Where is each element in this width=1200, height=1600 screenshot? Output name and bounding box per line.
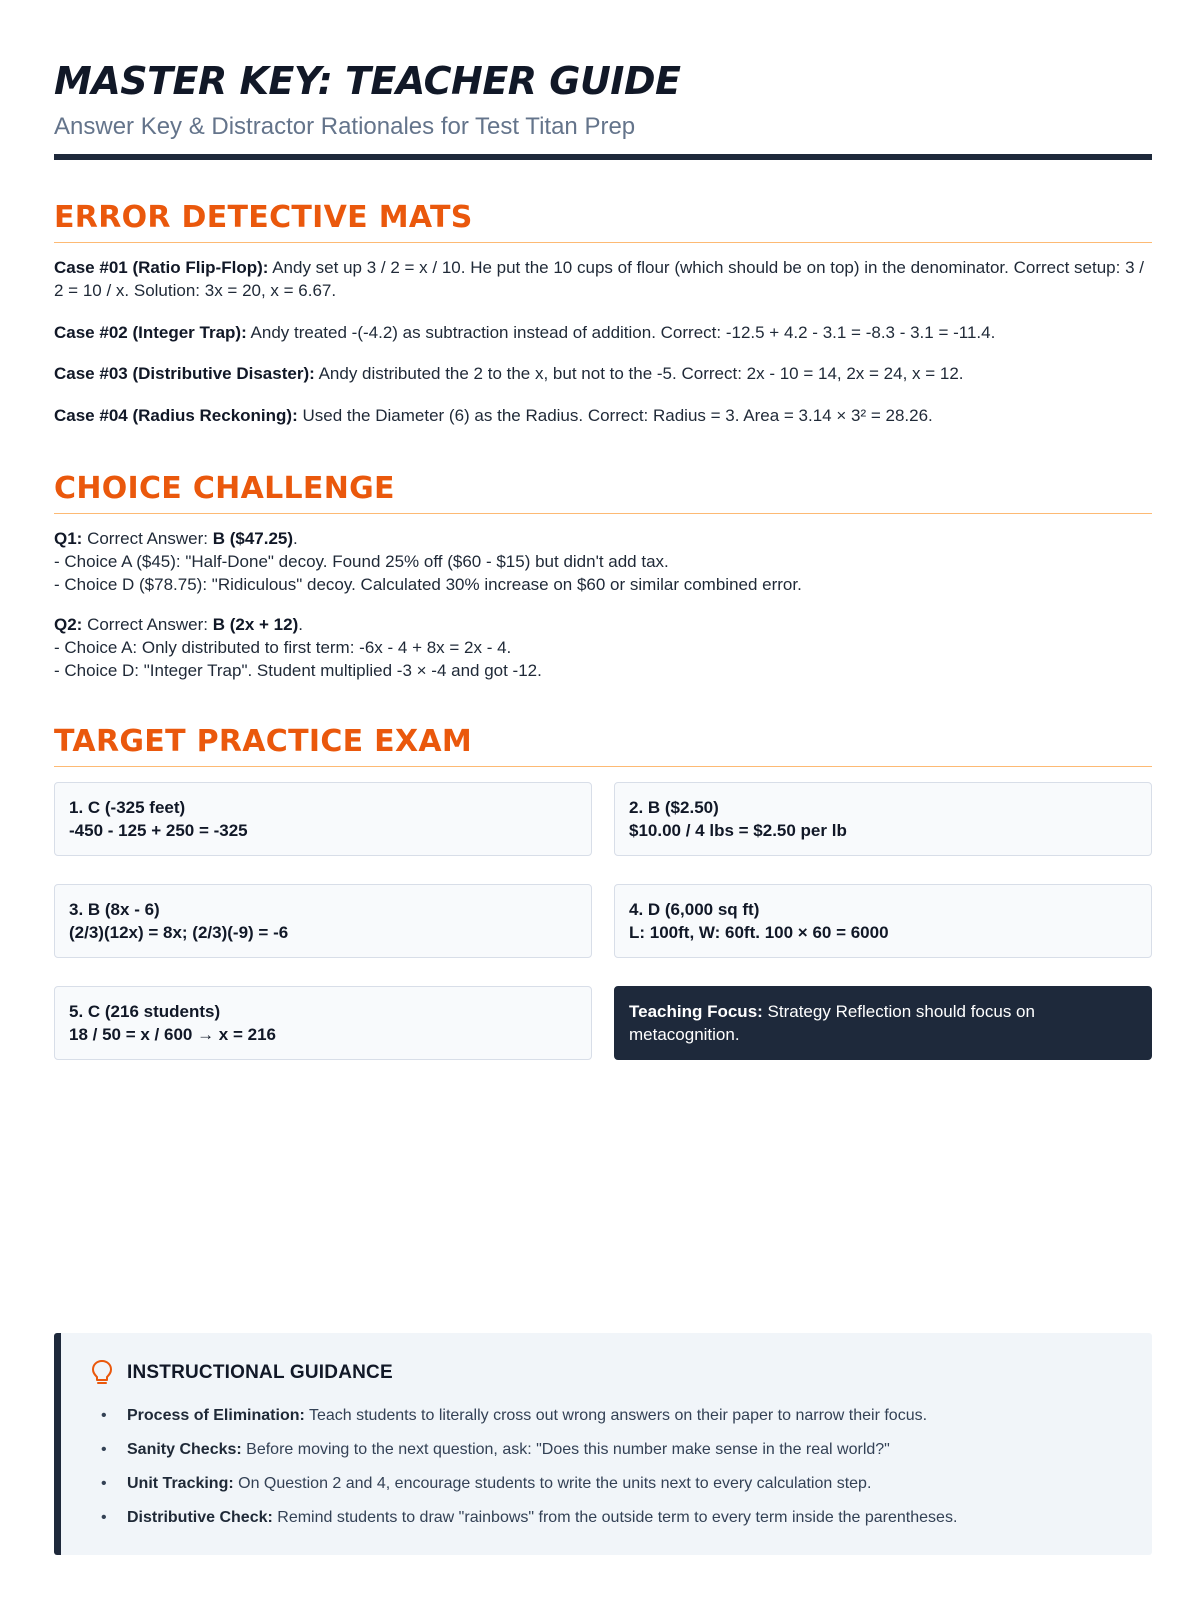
- answer-suffix: .: [298, 615, 303, 634]
- guidance-tips-list: [91, 1399, 1118, 1535]
- answer-prefix: Correct Answer:: [82, 615, 213, 634]
- answer-choice: 1. C (-325 feet): [69, 798, 186, 817]
- teaching-focus-label: Teaching Focus:: [629, 1002, 763, 1021]
- question-answer-line: [54, 527, 1152, 550]
- section-divider: [54, 766, 1152, 767]
- tip-label: Sanity Checks:: [127, 1441, 242, 1458]
- answer-work: -450 - 125 + 250 = -325: [69, 821, 248, 840]
- distractor-rationale: - Choice D ($78.75): "Ridiculous" decoy. Calculated 30% increase on $60 or similar combined error.: [54, 575, 802, 594]
- distractor-rationale: - Choice D: "Integer Trap". Student multiplied -3 × -4 and got -12.: [54, 661, 542, 680]
- tip-text: Remind students to draw "rainbows" from the outside term to every term inside the parentheses.: [272, 1509, 958, 1526]
- guidance-title: INSTRUCTIONAL GUIDANCE: [127, 1362, 393, 1383]
- question-block: [54, 527, 1152, 596]
- answer-choice: 4. D (6,000 sq ft): [629, 900, 760, 919]
- answer-choice: 3. B (8x - 6): [69, 900, 160, 919]
- answer-work: (2/3)(12x) = 8x; (2/3)(-9) = -6: [69, 923, 289, 942]
- lightbulb-icon: [91, 1359, 113, 1387]
- guidance-tip: [91, 1433, 1118, 1467]
- header-divider: [54, 154, 1152, 160]
- tip-label: Unit Tracking:: [127, 1475, 234, 1492]
- case-item: [54, 404, 1152, 427]
- question-answer-line: [54, 613, 1152, 636]
- case-text: Used the Diameter (6) as the Radius. Correct: Radius = 3. Area = 3.14 × 3² = 28.26.: [297, 406, 933, 425]
- tip-label: Process of Elimination:: [127, 1407, 305, 1424]
- case-label: Case #01 (Ratio Flip-Flop):: [54, 258, 269, 277]
- teaching-focus-card: [614, 986, 1152, 1060]
- choice-challenge-title: CHOICE CHALLENGE: [54, 471, 395, 506]
- answer-prefix: Correct Answer:: [82, 529, 213, 548]
- case-text: Andy set up 3 / 2 = x / 10. He put the 10 cups of flour (which should be on top) in the denominator. Correct setup: 3 / 2 = 10 / x. Solution: 3x = 20, x = 6.67.: [54, 258, 1144, 300]
- tip-text: On Question 2 and 4, encourage students to write the units next to every calculation step.: [233, 1475, 872, 1492]
- correct-answer: B (2x + 12): [212, 615, 299, 634]
- answer-work: $10.00 / 4 lbs = $2.50 per lb: [629, 821, 847, 840]
- answer-work: 18 / 50 = x / 600 → x = 216: [69, 1025, 276, 1044]
- answer-card: [614, 782, 1152, 856]
- instructional-guidance-panel: [54, 1333, 1152, 1555]
- tip-text: Teach students to literally cross out wrong answers on their paper to narrow their focus.: [304, 1407, 928, 1424]
- case-text: Andy treated -(-4.2) as subtraction instead of addition. Correct: -12.5 + 4.2 - 3.1 = -8.3 - 3.1 = -11.4.: [246, 323, 996, 342]
- distractor-rationale: - Choice A: Only distributed to first term: -6x - 4 + 8x = 2x - 4.: [54, 638, 512, 657]
- case-item: [54, 256, 1152, 302]
- page-subtitle: Answer Key & Distractor Rationales for Test Titan Prep: [54, 113, 636, 140]
- teacher-guide-page: [54, 0, 1152, 1600]
- case-text: Andy distributed the 2 to the x, but not to the -5. Correct: 2x - 10 = 14, 2x = 24, x = 12.: [314, 364, 964, 383]
- case-label: Case #02 (Integer Trap):: [54, 323, 247, 342]
- distractor-rationale: - Choice A ($45): "Half-Done" decoy. Found 25% off ($60 - $15) but didn't add tax.: [54, 552, 669, 571]
- answer-card: [614, 884, 1152, 958]
- question-label: Q1:: [54, 529, 83, 548]
- question-label: Q2:: [54, 615, 83, 634]
- tip-label: Distributive Check:: [127, 1509, 273, 1526]
- answer-work: L: 100ft, W: 60ft. 100 × 60 = 6000: [629, 923, 889, 942]
- guidance-header: [91, 1359, 1118, 1387]
- guidance-tip: [91, 1399, 1118, 1433]
- answer-choice: 5. C (216 students): [69, 1002, 221, 1021]
- answer-card: [54, 782, 592, 856]
- section-divider: [54, 513, 1152, 514]
- teaching-focus-text: Strategy Reflection should focus on metacognition.: [629, 1002, 1035, 1044]
- error-detective-title: ERROR DETECTIVE MATS: [54, 200, 473, 235]
- page-title: MASTER KEY: TEACHER GUIDE: [54, 59, 681, 103]
- case-label: Case #04 (Radius Reckoning):: [54, 406, 298, 425]
- page-header: [54, 58, 1152, 142]
- guidance-tip: [91, 1467, 1118, 1501]
- target-practice-title: TARGET PRACTICE EXAM: [54, 724, 473, 759]
- section-divider: [54, 242, 1152, 243]
- answer-card: [54, 884, 592, 958]
- tip-text: Before moving to the next question, ask: "Does this number make sense in the real world?": [241, 1441, 890, 1458]
- case-item: [54, 321, 1152, 344]
- case-label: Case #03 (Distributive Disaster):: [54, 364, 315, 383]
- guidance-tip: [91, 1501, 1118, 1535]
- answer-suffix: .: [293, 529, 298, 548]
- case-item: [54, 362, 1152, 385]
- answer-card: [54, 986, 592, 1060]
- correct-answer: B ($47.25): [212, 529, 294, 548]
- answer-choice: 2. B ($2.50): [629, 798, 719, 817]
- question-block: [54, 613, 1152, 682]
